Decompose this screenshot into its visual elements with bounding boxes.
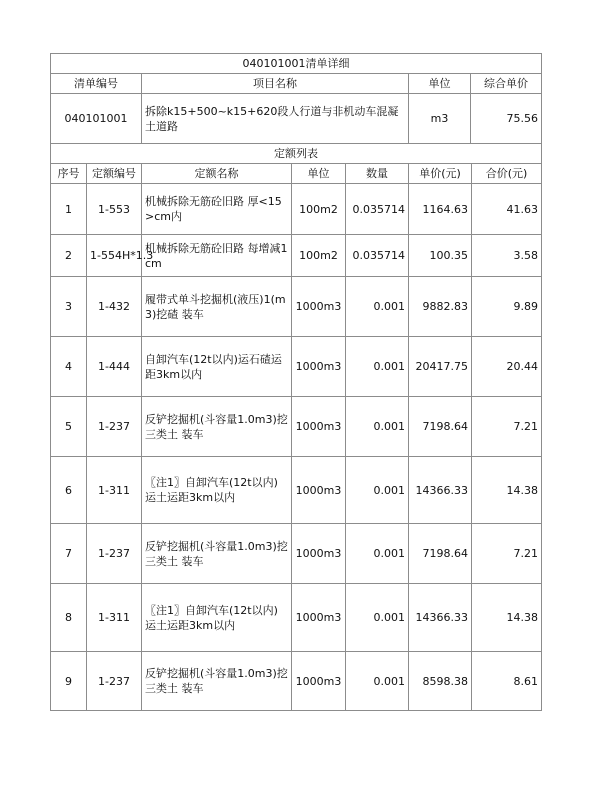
row-total: 7.21 bbox=[472, 524, 542, 584]
quota-header-unit-price: 单价(元) bbox=[409, 164, 472, 184]
table-row bbox=[51, 337, 542, 397]
row-unit: 100m2 bbox=[292, 235, 346, 277]
detail-header-price: 综合单价 bbox=[471, 74, 542, 94]
row-unit-price: 7198.64 bbox=[409, 397, 472, 457]
table-row bbox=[51, 397, 542, 457]
row-seq: 8 bbox=[51, 584, 87, 652]
row-total: 14.38 bbox=[472, 457, 542, 524]
row-unit-price: 14366.33 bbox=[409, 457, 472, 524]
detail-price: 75.56 bbox=[471, 94, 542, 144]
row-code: 1-237 bbox=[87, 524, 142, 584]
table-row bbox=[51, 584, 542, 652]
row-name: 机械拆除无筋砼旧路 厚<15>cm内 bbox=[142, 184, 292, 235]
row-name: 反铲挖掘机(斗容量1.0m3)挖三类土 装车 bbox=[142, 652, 292, 711]
detail-unit: m3 bbox=[409, 94, 471, 144]
row-name: 反铲挖掘机(斗容量1.0m3)挖三类土 装车 bbox=[142, 524, 292, 584]
row-total: 20.44 bbox=[472, 337, 542, 397]
row-qty: 0.001 bbox=[346, 584, 409, 652]
row-name: 〖注1〗自卸汽车(12t以内)运土运距3km以内 bbox=[142, 457, 292, 524]
row-unit: 1000m3 bbox=[292, 584, 346, 652]
row-unit-price: 8598.38 bbox=[409, 652, 472, 711]
detail-name: 拆除k15+500~k15+620段人行道与非机动车混凝土道路 bbox=[142, 94, 409, 144]
row-code: 1-554H*1.3 bbox=[87, 235, 142, 277]
quota-table bbox=[50, 143, 542, 711]
row-seq: 3 bbox=[51, 277, 87, 337]
row-qty: 0.001 bbox=[346, 397, 409, 457]
row-total: 7.21 bbox=[472, 397, 542, 457]
row-name: 履带式单斗挖掘机(液压)1(m3)挖碴 装车 bbox=[142, 277, 292, 337]
row-name: 〖注1〗自卸汽车(12t以内)运土运距3km以内 bbox=[142, 584, 292, 652]
table-row bbox=[51, 524, 542, 584]
quota-header-name: 定额名称 bbox=[142, 164, 292, 184]
row-seq: 9 bbox=[51, 652, 87, 711]
row-unit-price: 20417.75 bbox=[409, 337, 472, 397]
row-unit-price: 9882.83 bbox=[409, 277, 472, 337]
row-total: 41.63 bbox=[472, 184, 542, 235]
row-qty: 0.001 bbox=[346, 277, 409, 337]
row-unit: 100m2 bbox=[292, 184, 346, 235]
row-code: 1-237 bbox=[87, 397, 142, 457]
row-seq: 5 bbox=[51, 397, 87, 457]
row-name: 机械拆除无筋砼旧路 每增减1cm bbox=[142, 235, 292, 277]
table-row bbox=[51, 652, 542, 711]
detail-header-code: 清单编号 bbox=[51, 74, 142, 94]
row-seq: 6 bbox=[51, 457, 87, 524]
row-unit-price: 7198.64 bbox=[409, 524, 472, 584]
row-unit-price: 100.35 bbox=[409, 235, 472, 277]
detail-title: 040101001清单详细 bbox=[51, 54, 542, 74]
row-code: 1-444 bbox=[87, 337, 142, 397]
table-row bbox=[51, 184, 542, 235]
table-row bbox=[51, 277, 542, 337]
row-unit: 1000m3 bbox=[292, 652, 346, 711]
bill-detail-table bbox=[50, 53, 542, 144]
quota-header-unit: 单位 bbox=[292, 164, 346, 184]
row-unit-price: 14366.33 bbox=[409, 584, 472, 652]
row-total: 8.61 bbox=[472, 652, 542, 711]
quota-header-seq: 序号 bbox=[51, 164, 87, 184]
row-total: 3.58 bbox=[472, 235, 542, 277]
row-seq: 2 bbox=[51, 235, 87, 277]
quota-header-total: 合价(元) bbox=[472, 164, 542, 184]
row-seq: 1 bbox=[51, 184, 87, 235]
row-unit-price: 1164.63 bbox=[409, 184, 472, 235]
row-code: 1-432 bbox=[87, 277, 142, 337]
row-unit: 1000m3 bbox=[292, 457, 346, 524]
table-row bbox=[51, 235, 542, 277]
row-qty: 0.035714 bbox=[346, 184, 409, 235]
row-code: 1-553 bbox=[87, 184, 142, 235]
row-unit: 1000m3 bbox=[292, 524, 346, 584]
quota-header-code: 定额编号 bbox=[87, 164, 142, 184]
row-unit: 1000m3 bbox=[292, 337, 346, 397]
row-code: 1-311 bbox=[87, 457, 142, 524]
row-qty: 0.035714 bbox=[346, 235, 409, 277]
row-total: 9.89 bbox=[472, 277, 542, 337]
row-seq: 4 bbox=[51, 337, 87, 397]
row-qty: 0.001 bbox=[346, 337, 409, 397]
detail-header-unit: 单位 bbox=[409, 74, 471, 94]
table-row bbox=[51, 457, 542, 524]
row-qty: 0.001 bbox=[346, 652, 409, 711]
detail-code: 040101001 bbox=[51, 94, 142, 144]
row-code: 1-311 bbox=[87, 584, 142, 652]
row-qty: 0.001 bbox=[346, 457, 409, 524]
quota-title: 定额列表 bbox=[51, 144, 542, 164]
detail-header-name: 项目名称 bbox=[142, 74, 409, 94]
row-name: 自卸汽车(12t以内)运石碴运距3km以内 bbox=[142, 337, 292, 397]
row-name: 反铲挖掘机(斗容量1.0m3)挖三类土 装车 bbox=[142, 397, 292, 457]
row-total: 14.38 bbox=[472, 584, 542, 652]
row-qty: 0.001 bbox=[346, 524, 409, 584]
row-unit: 1000m3 bbox=[292, 397, 346, 457]
row-code: 1-237 bbox=[87, 652, 142, 711]
row-seq: 7 bbox=[51, 524, 87, 584]
row-unit: 1000m3 bbox=[292, 277, 346, 337]
quota-header-qty: 数量 bbox=[346, 164, 409, 184]
